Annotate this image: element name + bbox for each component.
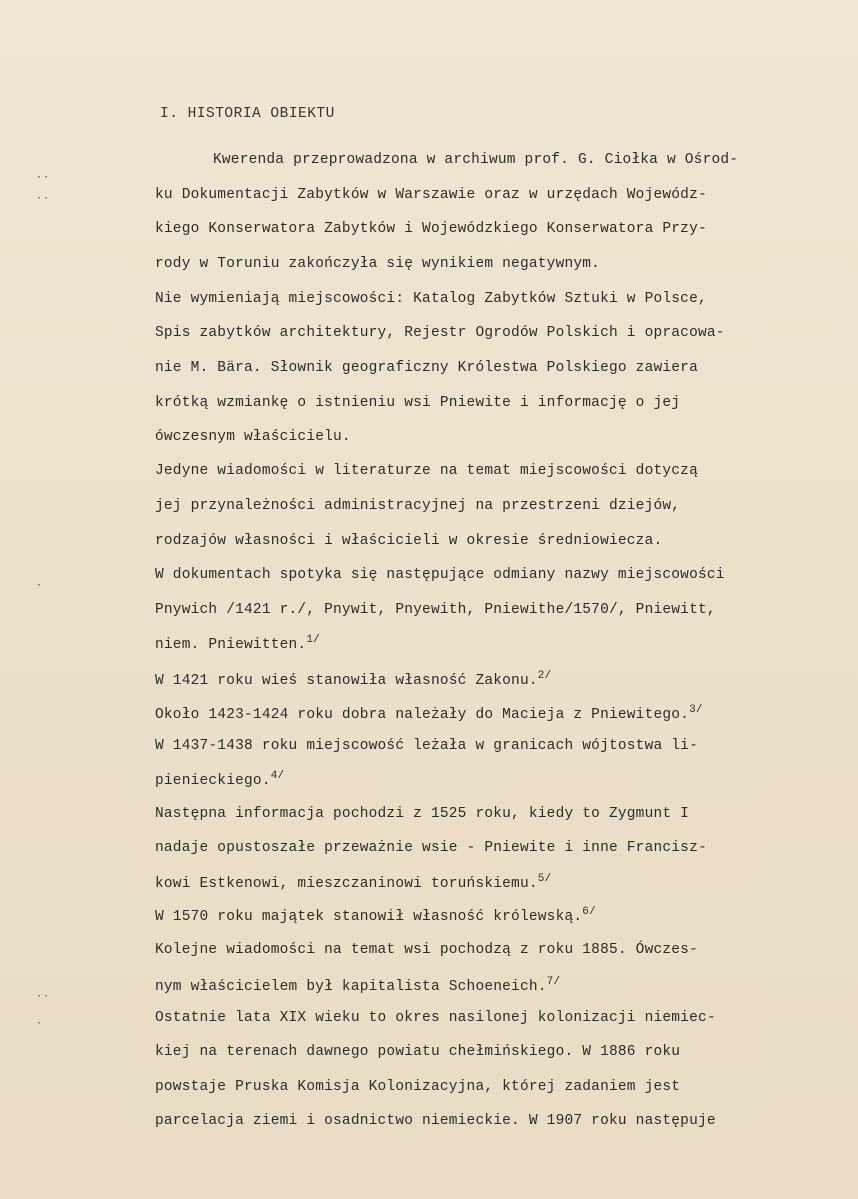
text-line: ówczesnym właścicielu. bbox=[155, 429, 351, 445]
text-line: Kwerenda przeprowadzona w archiwum prof. G. Ciołka w Ośrod- bbox=[213, 152, 739, 168]
text-line: Ostatnie lata XIX wieku to okres nasilonej kolonizacji niemiec- bbox=[155, 1010, 716, 1026]
text-segment: nym właścicielem był kapitalista Schoeneich. bbox=[155, 979, 547, 995]
footnote-ref: 2/ bbox=[537, 670, 552, 682]
text-line: Nie wymieniają miejscowości: Katalog Zabytków Sztuki w Polsce, bbox=[155, 291, 707, 307]
footnote-ref: 7/ bbox=[546, 976, 561, 988]
text-line bbox=[155, 704, 703, 723]
text-line: W dokumentach spotyka się następujące odmiany nazwy miejscowości bbox=[155, 567, 725, 583]
punch-mark: · bbox=[36, 580, 44, 591]
text-segment: W 1570 roku majątek stanowił własność królewską. bbox=[155, 909, 583, 925]
footnote-ref: 3/ bbox=[689, 704, 703, 716]
text-line bbox=[155, 670, 551, 689]
text-line: W 1437-1438 roku miejscowość leżała w granicach wójtostwa li- bbox=[155, 738, 698, 754]
text-line: ku Dokumentacji Zabytków w Warszawie oraz w urzędach Wojewódz- bbox=[155, 187, 707, 203]
punch-mark: ·· bbox=[36, 193, 51, 204]
punch-mark: · bbox=[36, 1018, 44, 1029]
text-line: Kolejne wiadomości na temat wsi pochodzą z roku 1885. Ówczes- bbox=[155, 942, 698, 958]
text-line: Spis zabytków architektury, Rejestr Ogrodów Polskich i opracowa- bbox=[155, 325, 725, 341]
text-segment: niem. Pniewitten. bbox=[155, 637, 307, 653]
footnote-ref: 4/ bbox=[270, 770, 285, 782]
text-segment: Około 1423-1424 roku dobra należały do Macieja z Pniewitego. bbox=[155, 707, 690, 723]
punch-mark: ·· bbox=[36, 172, 51, 183]
text-line bbox=[155, 873, 551, 892]
text-line: kiego Konserwatora Zabytków i Wojewódzkiego Konserwatora Przy- bbox=[155, 221, 707, 237]
text-line: nie M. Bära. Słownik geograficzny Królestwa Polskiego zawiera bbox=[155, 360, 698, 376]
text-line: Pnywich /1421 r./, Pnywit, Pnyewith, Pniewithe/1570/, Pniewitt, bbox=[155, 602, 716, 618]
text-line: nadaje opustoszałe przeważnie wsie - Pniewite i inne Francisz- bbox=[155, 840, 707, 856]
text-line: Jedyne wiadomości w literaturze na temat miejscowości dotyczą bbox=[155, 463, 698, 479]
text-line: rody w Toruniu zakończyła się wynikiem negatywnym. bbox=[155, 256, 601, 272]
text-line: jej przynależności administracyjnej na przestrzeni dziejów, bbox=[155, 498, 681, 514]
text-segment: pienieckiego. bbox=[155, 773, 271, 789]
text-line bbox=[155, 906, 596, 925]
text-line: kiej na terenach dawnego powiatu chełmińskiego. W 1886 roku bbox=[155, 1044, 681, 1060]
text-segment: kowi Estkenowi, mieszczaninowi toruńskiemu. bbox=[155, 876, 538, 892]
section-heading: I. HISTORIA OBIEKTU bbox=[160, 106, 335, 122]
footnote-ref: 6/ bbox=[582, 906, 596, 918]
text-line bbox=[155, 634, 320, 653]
text-line: Następna informacja pochodzi z 1525 roku, kiedy to Zygmunt I bbox=[155, 806, 690, 822]
punch-mark: ·· bbox=[36, 991, 51, 1002]
text-line bbox=[155, 770, 284, 789]
text-segment: W 1421 roku wieś stanowiła własność Zakonu. bbox=[155, 673, 538, 689]
text-line: rodzajów własności i właścicieli w okresie średniowiecza. bbox=[155, 533, 663, 549]
text-line: krótką wzmiankę o istnieniu wsi Pniewite i informację o jej bbox=[155, 395, 681, 411]
text-line: powstaje Pruska Komisja Kolonizacyjna, której zadaniem jest bbox=[155, 1079, 681, 1095]
footnote-ref: 5/ bbox=[537, 873, 552, 885]
footnote-ref: 1/ bbox=[306, 634, 320, 646]
text-line: parcelacja ziemi i osadnictwo niemieckie. W 1907 roku następuje bbox=[155, 1113, 716, 1129]
text-line bbox=[155, 976, 560, 995]
